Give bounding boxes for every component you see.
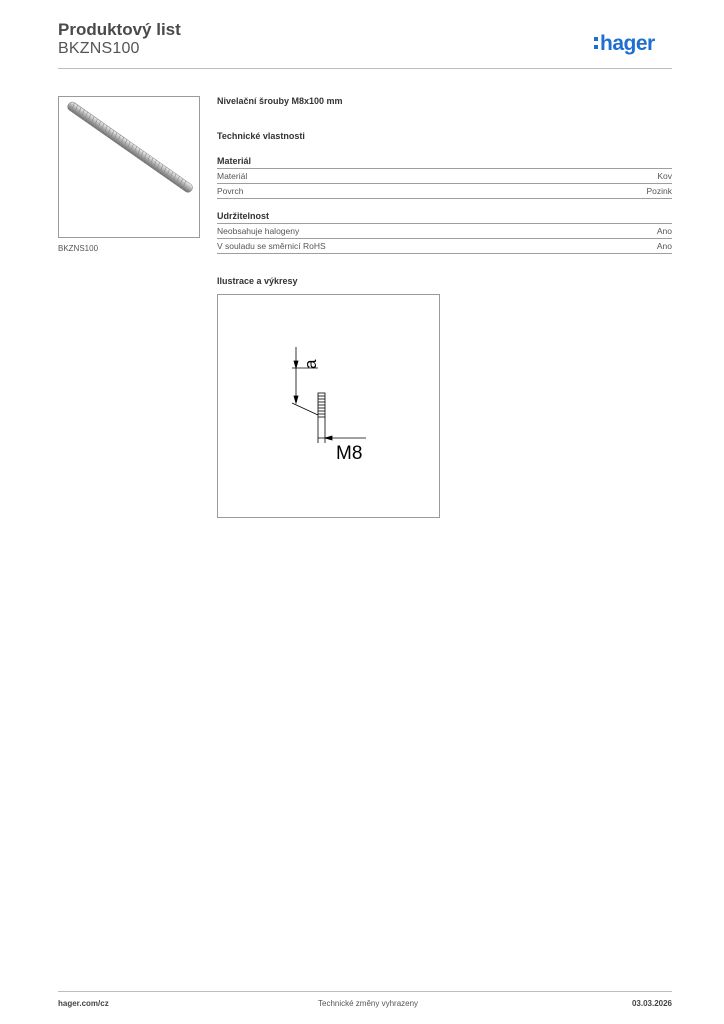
tech-heading: Technické vlastnosti	[217, 131, 305, 141]
row-value: Ano	[656, 241, 672, 251]
svg-text:hager: hager	[600, 32, 655, 55]
product-code: BKZNS100	[58, 40, 140, 57]
dimension-a-label: a	[301, 359, 320, 369]
row-value: Pozink	[646, 186, 672, 196]
product-description: Nivelační šrouby M8x100 mm	[217, 96, 343, 106]
threaded-rod-icon	[59, 97, 199, 237]
group-title: Materiál	[217, 154, 672, 169]
dimension-m8-label: M8	[336, 443, 363, 464]
table-row	[217, 169, 672, 184]
row-label: Neobsahuje halogeny	[217, 226, 300, 236]
table-row	[217, 184, 672, 199]
material-group	[217, 154, 672, 199]
drawings-heading: Ilustrace a výkresy	[217, 276, 298, 286]
footer-disclaimer: Technické změny vyhrazeny	[318, 999, 419, 1008]
group-title: Udržitelnost	[217, 209, 672, 224]
row-value: Ano	[656, 226, 672, 236]
footer-divider	[58, 991, 672, 992]
table-row	[217, 239, 672, 254]
table-row	[217, 224, 672, 239]
sustainability-group	[217, 209, 672, 254]
row-value: Kov	[657, 171, 672, 181]
product-image	[58, 96, 200, 238]
dimension-drawing	[218, 295, 439, 517]
technical-drawing	[217, 294, 440, 518]
row-label: Materiál	[217, 171, 248, 181]
page-title: Produktový list	[58, 20, 181, 39]
header-divider	[58, 68, 672, 69]
product-image-caption: BKZNS100	[58, 244, 99, 253]
footer-date: 03.03.2026	[631, 999, 672, 1008]
footer-website: hager.com/cz	[58, 999, 109, 1008]
hager-logo	[594, 28, 674, 58]
row-label: Povrch	[217, 186, 244, 196]
row-label: V souladu se směrnicí RoHS	[217, 241, 326, 251]
